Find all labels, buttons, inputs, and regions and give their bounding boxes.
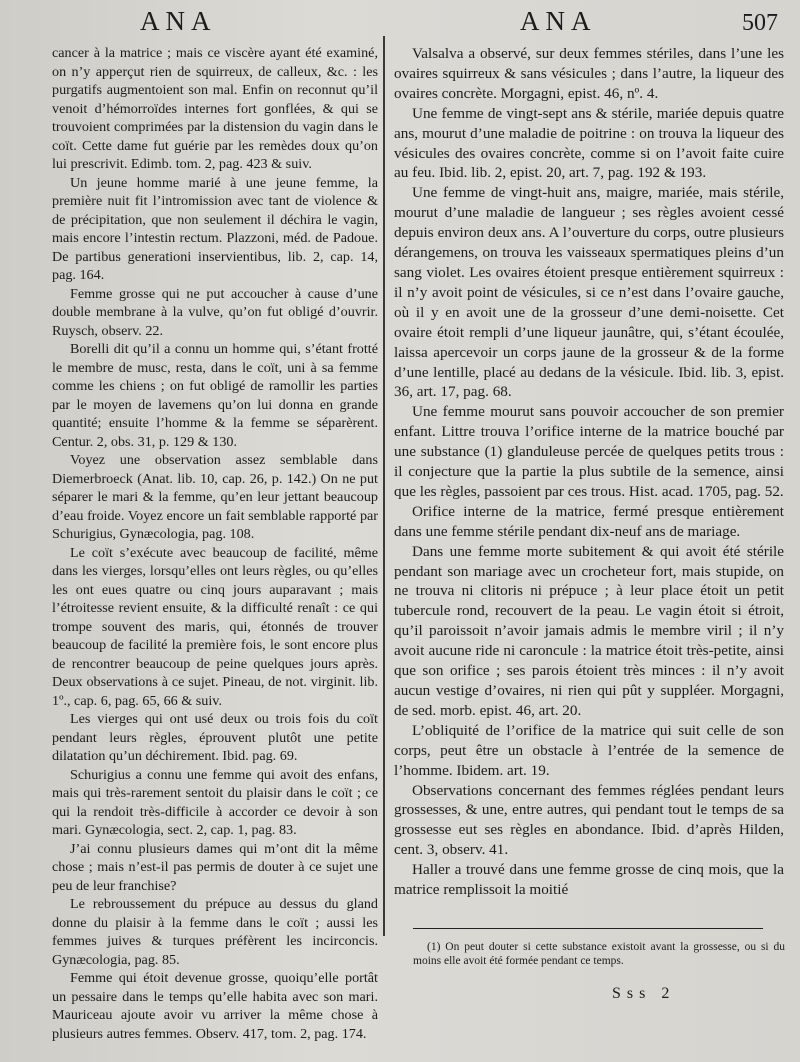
signature-mark: Sss 2 (612, 985, 676, 1002)
header-right-title: ANA (520, 6, 597, 36)
paragraph: Le coït s’exécute avec beaucoup de facilité, même dans les vierges, lorsqu’elles ont leurs règles, ou qu’elles les ont eues quatre ou cinq jours auparavant ; mais l’étroitesse revient ensuite, & la difficulté renaît : ce qui trompe souvent des maris, qui, étonnés de trouver beaucoup de facilité la première fois, le sont encore plus de rencontrer beaucoup de peine quelques jours après. Deux observations à ce sujet. Pineau, de not. virginit. lib. 1º., cap. 6, pag. 65, 66 & suiv. (52, 544, 378, 709)
paragraph: Dans une femme morte subitement & qui avoit été stérile pendant son mariage avec un crocheteur fort, mais stupide, on ne trouva ni clitoris ni prépuce ; à leur place étoit un petit tubercule rond, recouvert de la peau. Le vagin étoit si étroit, qu’il paroissoit n’avoir jamais admis le membre viril ; il n’y avoit aucune ride ni caroncule : la matrice étoit très-petite, ainsi que son orifice ; ses parois étoient très minces : il n’y avoit aucun vestige d’ovaires, ni rien qui pût y suppléer. Morgagni, de sed. morb. epist. 46, art. 20. (394, 542, 784, 719)
paragraph: Haller a trouvé dans une femme grosse de cinq mois, que la matrice remplissoit la moitié (394, 861, 784, 899)
paragraph: L’obliquité de l’orifice de la matrice qui suit celle de son corps, peut être un obstacle à l’entrée de la semence de l’homme. Ibidem. art. 19. (394, 721, 784, 779)
right-column (394, 44, 784, 900)
paragraph: Voyez une observation assez semblable dans Diemerbroeck (Anat. lib. 10, cap. 26, p. 142.) On ne put séparer le mari & la femme, qu’en leur jettant beaucoup d’eau froide. Voyez encore un fait semblable rapporté par Schurigius, Gynæcologia, pag. 108. (52, 452, 378, 542)
paragraph: Femme qui étoit devenue grosse, quoiqu’elle portât un pessaire dans le temps qu’elle habita avec son mari. Mauriceau ajoute avoir vu arriver la même chose à plusieurs autres femmes. Observ. 417, tom. 2, pag. 174. (52, 970, 378, 1042)
footnote-rule (413, 928, 763, 929)
running-header (0, 6, 800, 40)
paragraph: Femme grosse qui ne put accoucher à cause d’une double membrane à la vulve, qu’on fut obligé d’ouvrir. Ruysch, observ. 22. (52, 285, 378, 339)
header-left-title: ANA (140, 6, 217, 36)
paragraph: Une femme mourut sans pouvoir accoucher de son premier enfant. Littre trouva l’orifice interne de la matrice bouché par une substance (1) glanduleuse percée de quelques petits trous : il conjecture que la partie la plus subtile de la semence, ainsi que les règles, passoient par ces trous. Hist. acad. 1705, pag. 52. (394, 403, 784, 500)
paragraph: J’ai connu plusieurs dames qui m’ont dit la même chose ; mais n’est-il pas permis de douter à ce sujet une peu de leur franchise? (52, 840, 378, 894)
column-divider (383, 36, 385, 936)
paragraph: Un jeune homme marié à une jeune femme, la première nuit fit l’intromission avec tant de violence & de précipitation, que non seulement il déchira le vagin, mais encore l’intestin rectum. Plazzoni, méd. de Padoue. De partibus generationi inservientibus, lib. 2, cap. 14, pag. 164. (52, 174, 378, 283)
paragraph: Borelli dit qu’il a connu un homme qui, s’étant frotté le membre de musc, resta, dans le coït, uni à sa femme comme les chiens ; on fut obligé de ramollir les parties par le moyen de lavemens qu’on lui donna en grande quantité; ensuite l’homme & la femme se séparèrent. Centur. 2, obs. 31, p. 129 & 130. (52, 341, 378, 450)
paragraph: Les vierges qui ont usé deux ou trois fois du coït pendant leurs règles, éprouvent plutôt une petite dilatation qu’un déchirement. Ibid. pag. 69. (52, 711, 378, 764)
paragraph: cancer à la matrice ; mais ce viscère ayant été examiné, on n’y apperçut rien de squirreux, de calleux, &c. : les purgatifs augmentoient son mal. Enfin on reconnut qu’il venoit d’hémorroïdes internes fort gonflées, & qui se trouvoient comprimées par la distension du vagin dans le coït. Cette dame fut guérie par les remèdes doux qu’on lui prescrivit. Edimb. tom. 2, pag. 423 & suiv. (52, 45, 378, 172)
paragraph: Orifice interne de la matrice, fermé presque entièrement dans une femme stérile pendant dix-neuf ans de mariage. (394, 502, 784, 540)
left-column (52, 44, 378, 1043)
footnote (413, 940, 785, 968)
footnote-text: (1) On peut douter si cette substance existoit avant la grossesse, ou si du moins elle avoit été formée pendant ce temps. (413, 941, 785, 967)
paragraph: Valsalva a observé, sur deux femmes stériles, dans l’une les ovaires squirreux & sans vésicules ; dans l’autre, la liqueur des ovaires concrète. Morgagni, epist. 46, nº. 4. (394, 45, 784, 102)
paragraph: Une femme de vingt-sept ans & stérile, mariée depuis quatre ans, mourut d’une maladie de poitrine : on trouva la liqueur des vésicules des ovaires concrète, comme si on l’avoit faite cuire au feu. Ibid. lib. 2, epist. 20, art. 7, pag. 192 & 193. (394, 104, 784, 182)
page-number: 507 (742, 10, 778, 36)
paragraph: Schurigius a connu une femme qui avoit des enfans, mais qui très-rarement sentoit du plaisir dans le coït ; ce qui la rendoit très-difficile à accorder ce devoir à son mari. Gynæcologia, sect. 2, cap. 1, pag. 83. (52, 766, 378, 838)
paragraph: Le rebroussement du prépuce au dessus du gland donne du plaisir à la femme dans le coït ; aussi les femmes juives & turques préfèrent les incirconcis. Gynæcologia, pag. 85. (52, 896, 378, 968)
paragraph: Observations concernant des femmes réglées pendant leurs grossesses, & une, entre autres, qui pendant tout le temps de sa grossesse eut ses règles en abondance. Ibid. d’après Hilden, cent. 3, observ. 41. (394, 781, 784, 859)
paragraph: Une femme de vingt-huit ans, maigre, mariée, mais stérile, mourut d’une maladie de langueur ; ses règles avoient cessé depuis environ deux ans. A l’ouverture du corps, outre plusieurs dérangemens, on trouva les vaisseaux spermatiques pleins d’un sang violet. Les ovaires étoient presque entièrement squirreux : il n’y avoit point de vésicules, si ce n’est dans l’ovaire gauche, où il y en avoit une de la grosseur d’une demi-noisette. Cet ovaire étoit rempli d’une liqueur jaunâtre, qui, s’étant écoulée, laissa apercevoir un corps jaune de la grosseur & de la forme d’une lentille, placé au dedans de la vésicule. Ibid. lib. 3, epist. 36, art. 17, pag. 68. (394, 184, 784, 401)
